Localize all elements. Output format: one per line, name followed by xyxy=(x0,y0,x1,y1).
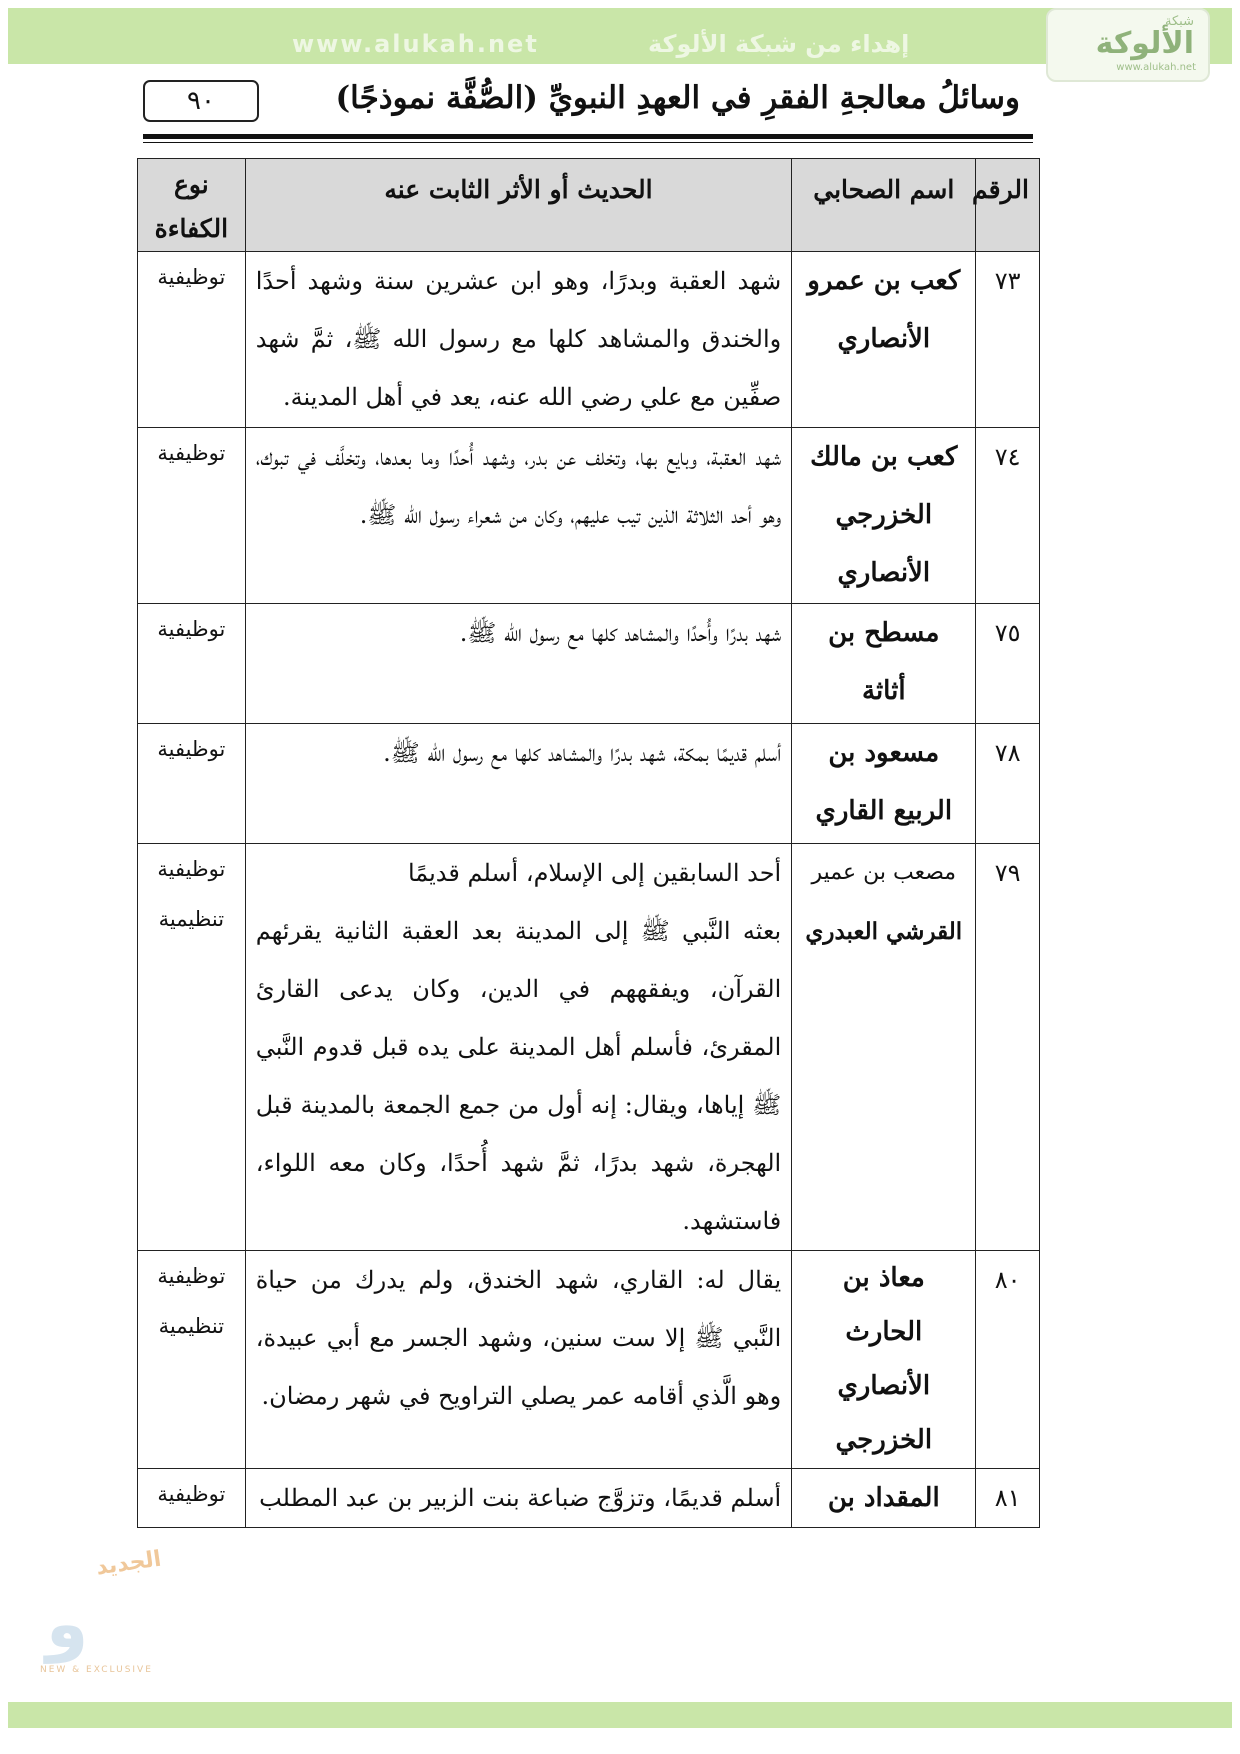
row-type: توظيفية xyxy=(138,724,246,844)
row-type-line: توظيفية xyxy=(157,1264,226,1288)
row-name-line: الحارث xyxy=(845,1317,923,1347)
stamp-caption: NEW & EXCLUSIVE xyxy=(40,1665,153,1675)
site-banner xyxy=(8,8,1232,73)
row-name: المقداد بن xyxy=(792,1469,976,1528)
row-name-line: كعب بن مالك xyxy=(810,442,958,472)
row-name-line: الربيع القاري xyxy=(815,796,953,826)
row-num: ٨١ xyxy=(976,1469,1040,1528)
row-type xyxy=(138,1251,246,1469)
row-name xyxy=(792,1251,976,1469)
page-number: ٩٠ xyxy=(187,86,215,116)
row-num: ٧٤ xyxy=(976,428,1040,604)
row-name xyxy=(792,604,976,724)
header-rule-thin xyxy=(143,142,1033,143)
row-text-first: أحد السابقين إلى الإسلام، أسلم قديمًا xyxy=(407,859,782,887)
site-logo[interactable] xyxy=(1046,8,1210,82)
table-row xyxy=(138,844,1040,1251)
row-text: أسلم قديمًا، وتزوَّج ضباعة بنت الزبير بن عبد المطلب xyxy=(245,1469,792,1528)
companions-table xyxy=(137,158,1040,1528)
row-name-line: كعب بن عمرو xyxy=(807,266,961,296)
table-row xyxy=(138,604,1040,724)
row-name-line: الأنصاري xyxy=(837,1371,931,1401)
row-num: ٧٩ xyxy=(976,844,1040,1251)
row-name xyxy=(792,844,976,1251)
row-num: ٧٥ xyxy=(976,604,1040,724)
row-text: شهد العقبة وبدرًا، وهو ابن عشرين سنة وشهد أحدًا والخندق والمشاهد كلها مع رسول الله ﷺ، ثمَّ شهد صفِّين مع علي رضي الله عنه، يعد في أهل المدينة. xyxy=(245,252,792,428)
row-name-line: الأنصاري xyxy=(837,558,931,588)
page-title: وسائلُ معالجةِ الفقرِ في العهدِ النبويِّ (الصُّفَّة نموذجًا) xyxy=(335,80,1020,116)
banner-tagline: إهداء من شبكة الألوكة xyxy=(648,30,910,58)
table-header-row xyxy=(138,159,1040,252)
row-text: أسلم قديمًا بمكة، شهد بدرًا والمشاهد كلها مع رسول الله ﷺ. xyxy=(245,724,792,844)
row-name-line: الأنصاري xyxy=(837,324,931,354)
row-name-line: مسطح بن xyxy=(828,618,940,648)
row-name xyxy=(792,428,976,604)
row-type: توظيفية xyxy=(138,1469,246,1528)
new-exclusive-stamp xyxy=(38,1545,178,1685)
row-num: ٨٠ xyxy=(976,1251,1040,1469)
header-type-line2: الكفاءة xyxy=(154,214,229,243)
logo-url-text: www.alukah.net xyxy=(1116,62,1196,73)
row-type-line: تنظيمية xyxy=(158,1314,225,1338)
header-name: اسم الصحابي xyxy=(792,159,976,252)
row-text-rest: بعثه النَّبي ﷺ إلى المدينة بعد العقبة الثانية يقرئهم القرآن، ويفقههم في الدين، وكان يدعى القارئ المقرئ، فأسلم أهل المدينة على يده قبل قدوم النَّبي ﷺ إياها، ويقال: إنه أول من جمع الجمعة بالمدينة قبل الهجرة، شهد بدرًا، ثمَّ شهد أُحدًا، وكان معه اللواء، فاستشهد. xyxy=(255,917,782,1235)
table-row xyxy=(138,428,1040,604)
row-text xyxy=(245,844,792,1251)
header-num: الرقم xyxy=(976,159,1040,252)
footer-band xyxy=(8,1702,1232,1728)
table-row xyxy=(138,1251,1040,1469)
row-name-line: معاذ بن xyxy=(842,1263,925,1293)
row-name xyxy=(792,252,976,428)
header-text: الحديث أو الأثر الثابت عنه xyxy=(245,159,792,252)
banner-url[interactable]: www.alukah.net xyxy=(292,30,539,58)
table-row xyxy=(138,1469,1040,1528)
row-type: توظيفية xyxy=(138,428,246,604)
row-name-line: أثاثة xyxy=(862,676,906,706)
header-rule-thick xyxy=(143,134,1033,139)
table-row xyxy=(138,724,1040,844)
row-text: شهد بدرًا وأُحدًا والمشاهد كلها مع رسول الله ﷺ. xyxy=(245,604,792,724)
row-name xyxy=(792,724,976,844)
row-name-line: الخزرجي xyxy=(835,500,933,530)
row-type xyxy=(138,844,246,1251)
stamp-glyph-icon: و xyxy=(46,1585,89,1664)
row-text: شهد العقبة، وبايع بها، وتخلف عن بدر، وشهد أُحدًا وما بعدها، وتخلَّف في تبوك، وهو أحد الثلاثة الذين تيب عليهم، وكان من شعراء رسول الله ﷺ. xyxy=(245,428,792,604)
row-type-line: تنظيمية xyxy=(158,907,225,931)
logo-main-text: الألوكة xyxy=(1095,26,1194,61)
row-type: توظيفية xyxy=(138,604,246,724)
row-text: يقال له: القاري، شهد الخندق، ولم يدرك من حياة النَّبي ﷺ إلا ست سنين، وشهد الجسر مع أبي عبيدة، وهو الَّذي أقامه عمر يصلي التراويح في شهر رمضان. xyxy=(245,1251,792,1469)
row-type: توظيفية xyxy=(138,252,246,428)
row-num: ٧٨ xyxy=(976,724,1040,844)
row-name-line: مصعب بن عمير xyxy=(811,860,957,885)
stamp-label: الجديد xyxy=(94,1546,163,1581)
row-num: ٧٣ xyxy=(976,252,1040,428)
page-number-box xyxy=(143,80,259,122)
header-type xyxy=(138,159,246,252)
header-type-line1: نوع xyxy=(173,170,209,199)
row-type-line: توظيفية xyxy=(157,857,226,881)
logo-top-text: شبكة xyxy=(1165,14,1194,29)
table-row xyxy=(138,252,1040,428)
row-name-line: القرشي العبدري xyxy=(805,918,963,945)
row-name-line: الخزرجي xyxy=(835,1425,933,1455)
row-name-line: مسعود بن xyxy=(828,738,940,768)
